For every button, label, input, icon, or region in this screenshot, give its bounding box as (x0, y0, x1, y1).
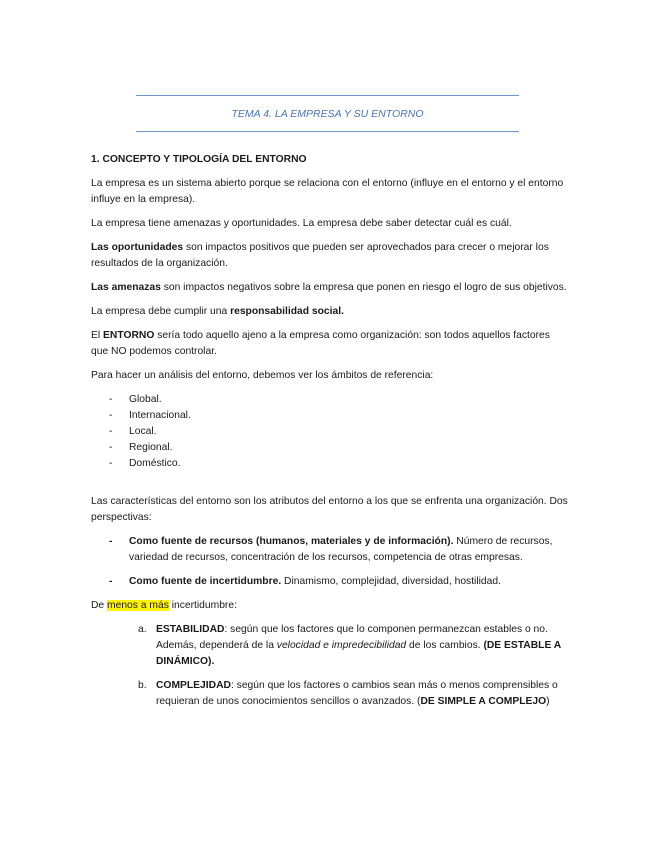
scale-lead: De (91, 600, 108, 611)
document-title: TEMA 4. LA EMPRESA Y SU ENTORNO (231, 108, 424, 120)
perspective-uncertainty (91, 574, 569, 590)
opportunities-term: Las oportunidades (91, 242, 184, 253)
threats-term: Las amenazas (91, 282, 161, 293)
stability-text-cont: de los cambios. (406, 640, 484, 651)
list-item-complexity (91, 678, 569, 710)
stability-term: ESTABILIDAD (156, 624, 225, 635)
complexity-term: COMPLEJIDAD (156, 680, 231, 691)
perspective-resources-title: Como fuente de recursos (humanos, materiales y de información). (129, 536, 454, 547)
threats-definition: son impactos negativos sobre la empresa que ponen en riesgo el logro de sus objetivos. (160, 282, 567, 293)
paragraph-threats-opportunities: La empresa tiene amenazas y oportunidades. La empresa debe saber detectar cuál es cuál. (91, 218, 512, 229)
perspective-list (91, 534, 569, 590)
paragraph-open-system: La empresa es un sistema abierto porque se relaciona con el entorno (influye en el entorno y el entorno influye en la empresa). (91, 178, 564, 205)
document-body (91, 152, 569, 718)
paragraph-social-responsibility (91, 304, 569, 320)
stability-text: : según que los factores que lo componen permanezcan estables o no. Además, dependerá de la (156, 624, 548, 651)
uncertainty-dimensions-list (91, 622, 569, 710)
title-rule-bottom (136, 131, 519, 132)
social-responsibility-term: responsabilidad social. (230, 306, 344, 317)
list-item: - Regional. (91, 440, 569, 456)
paragraph-analysis-scopes: Para hacer un análisis del entorno, debemos ver los ámbitos de referencia: (91, 370, 434, 381)
scope-list (91, 392, 569, 472)
list-item: - Internacional. (91, 408, 569, 424)
complexity-text: : según que los factores o cambios sean más o menos comprensibles o requieran de unos conocimientos sencillos o avanzados. ( (156, 680, 558, 707)
perspective-resources-text: Número de recursos, variedad de recursos, concentración de los recursos, competencia de otras empresas. (129, 536, 553, 563)
list-marker: a. (138, 624, 147, 635)
environment-lead: El (91, 330, 104, 341)
perspective-uncertainty-text: Dinamismo, complejidad, diversidad, hostilidad. (281, 576, 501, 587)
scale-tail: incertidumbre: (168, 600, 237, 611)
uncertainty-scale-intro (91, 598, 569, 614)
perspective-resources (91, 534, 569, 566)
title-rule-top (136, 95, 519, 96)
paragraph-threats (91, 280, 569, 296)
list-item-stability (91, 622, 569, 670)
highlighted-text: menos a más (107, 600, 169, 611)
complexity-close: ) (546, 696, 550, 707)
complexity-range: DE SIMPLE A COMPLEJO (420, 696, 547, 707)
paragraph-environment (91, 328, 569, 360)
environment-definition: sería todo aquello ajeno a la empresa como organización: son todos aquellos factores que NO podemos controlar. (91, 330, 550, 357)
list-marker: b. (138, 680, 147, 691)
section-heading: 1. CONCEPTO Y TIPOLOGÍA DEL ENTORNO (91, 154, 307, 165)
social-responsibility-lead: La empresa debe cumplir una (91, 306, 231, 317)
environment-term: ENTORNO (103, 330, 155, 341)
list-item: - Local. (91, 424, 569, 440)
opportunities-definition: son impactos positivos que pueden ser aprovechados para crecer o mejorar los resultados de la organización. (91, 242, 549, 269)
list-item: - Doméstico. (91, 456, 569, 472)
stability-range: (DE ESTABLE A DINÁMICO). (156, 640, 561, 667)
perspective-uncertainty-title: Como fuente de incertidumbre. (129, 576, 282, 587)
paragraph-opportunities (91, 240, 569, 272)
paragraph-characteristics: Las características del entorno son los atributos del entorno a los que se enfrenta una organización. Dos perspectivas: (91, 496, 568, 523)
list-item: - Global. (91, 392, 569, 408)
stability-italic: velocidad e impredecibilidad (276, 640, 407, 651)
